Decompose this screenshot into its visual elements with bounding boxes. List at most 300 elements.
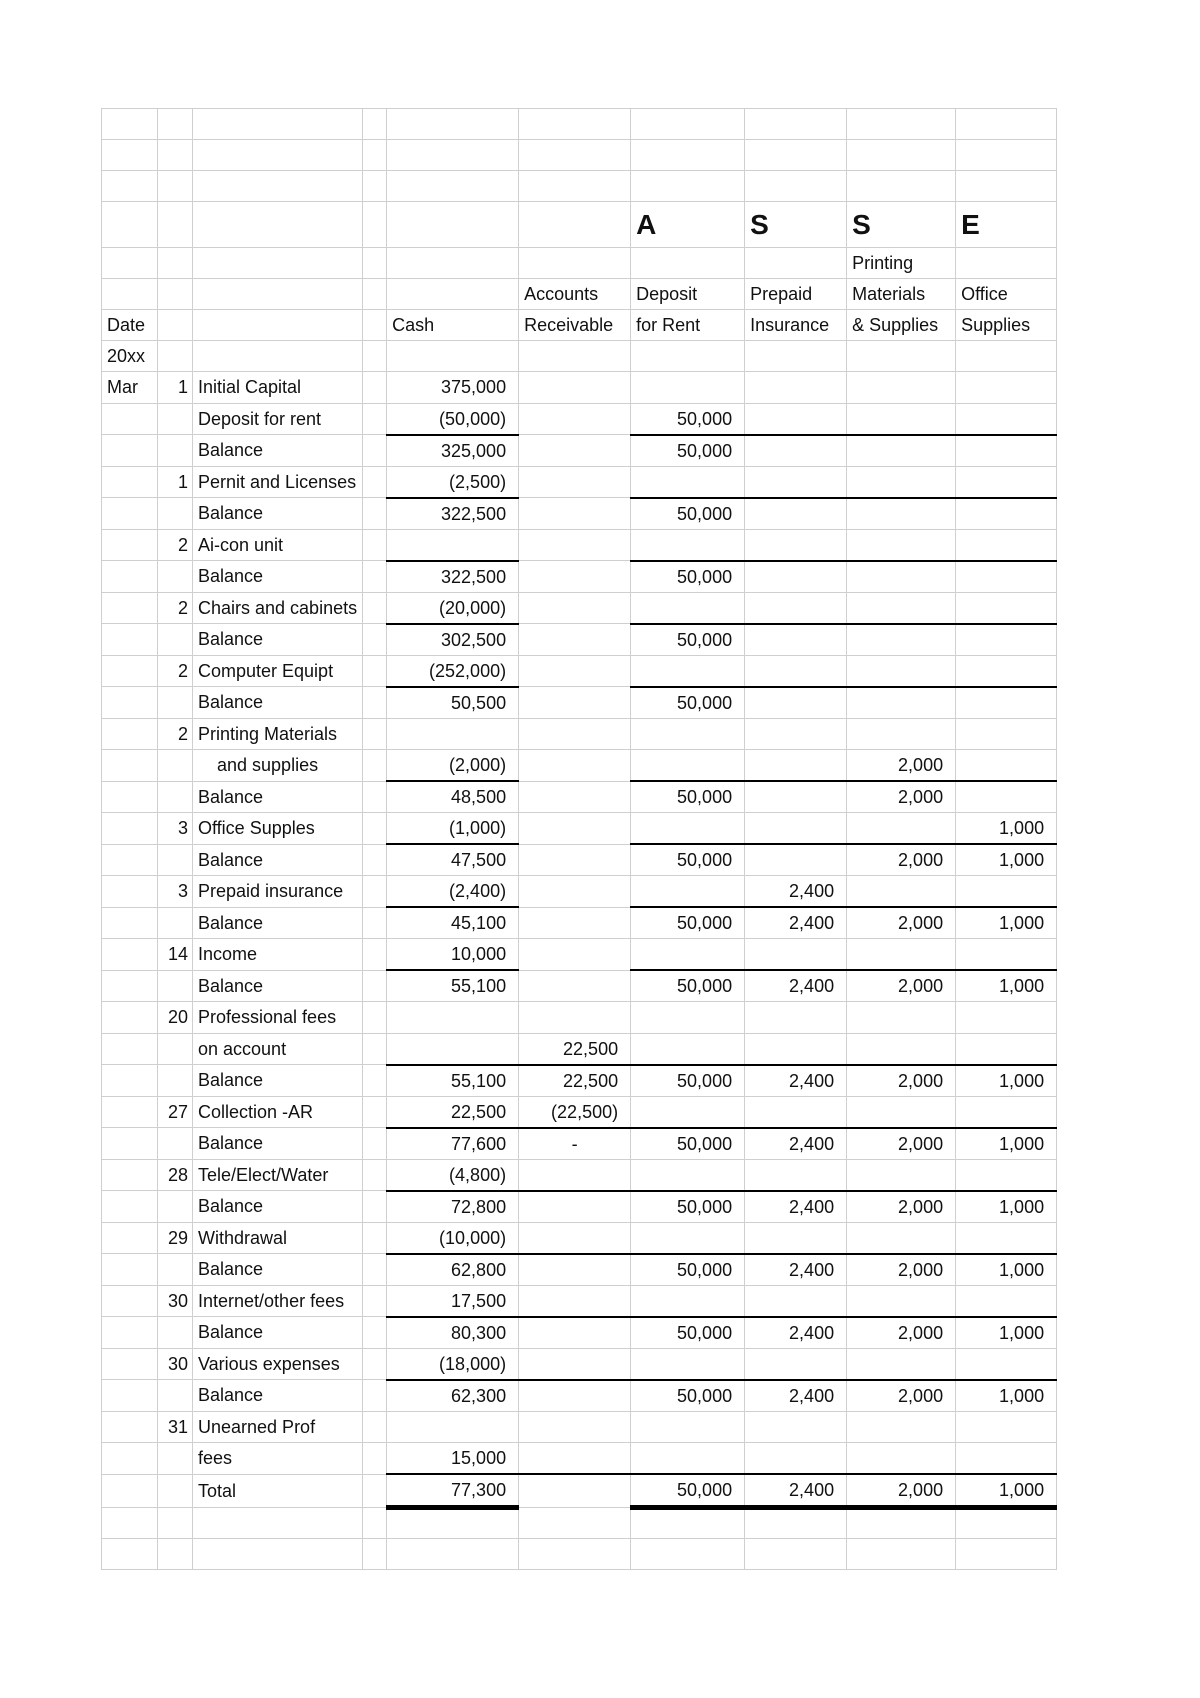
office-cell: 1,000 xyxy=(956,813,1057,845)
cash-cell: 55,100 xyxy=(387,970,519,1002)
transaction-row xyxy=(102,718,1057,750)
printing-cell xyxy=(847,718,956,750)
ar-cell xyxy=(519,750,631,782)
office-cell xyxy=(956,1348,1057,1380)
transaction-row xyxy=(102,939,1057,971)
month-cell xyxy=(102,939,158,971)
deposit-cell: 50,000 xyxy=(631,1254,745,1286)
deposit-cell xyxy=(631,1096,745,1128)
prepaid-cell xyxy=(745,750,847,782)
header-printing: Printing xyxy=(847,248,956,279)
prepaid-cell: 2,400 xyxy=(745,1191,847,1223)
ar-cell: 22,500 xyxy=(519,1065,631,1097)
header-for-rent: for Rent xyxy=(631,310,745,341)
office-cell: 1,000 xyxy=(956,1128,1057,1160)
balance-row xyxy=(102,970,1057,1002)
cash-cell: 302,500 xyxy=(387,624,519,656)
office-cell xyxy=(956,655,1057,687)
cash-cell: 77,600 xyxy=(387,1128,519,1160)
total-row xyxy=(102,1474,1057,1507)
prepaid-cell xyxy=(745,498,847,530)
ar-cell xyxy=(519,844,631,876)
ar-cell xyxy=(519,1317,631,1349)
transaction-row xyxy=(102,372,1057,404)
description-cell: Initial Capital xyxy=(193,372,363,404)
balance-row xyxy=(102,624,1057,656)
prepaid-cell xyxy=(745,687,847,719)
prepaid-cell xyxy=(745,1033,847,1065)
header-letter-s2: S xyxy=(847,202,956,248)
deposit-cell xyxy=(631,718,745,750)
ar-cell xyxy=(519,435,631,467)
empty-cell xyxy=(102,1538,158,1569)
balance-row xyxy=(102,1191,1057,1223)
cash-cell: (20,000) xyxy=(387,592,519,624)
day-cell: 2 xyxy=(158,718,193,750)
printing-cell xyxy=(847,1285,956,1317)
ar-cell xyxy=(519,1191,631,1223)
deposit-cell xyxy=(631,939,745,971)
transaction-row xyxy=(102,1002,1057,1034)
office-cell xyxy=(956,687,1057,719)
deposit-cell: 50,000 xyxy=(631,687,745,719)
prepaid-cell xyxy=(745,1159,847,1191)
day-cell: 28 xyxy=(158,1159,193,1191)
balance-row xyxy=(102,781,1057,813)
empty-cell xyxy=(158,1507,193,1538)
day-cell xyxy=(158,1317,193,1349)
spacer-cell xyxy=(363,939,387,971)
ar-cell: 22,500 xyxy=(519,1033,631,1065)
spacer-cell xyxy=(363,876,387,908)
office-cell: 1,000 xyxy=(956,1254,1057,1286)
cash-cell: 325,000 xyxy=(387,435,519,467)
ar-cell xyxy=(519,781,631,813)
empty-cell xyxy=(847,1538,956,1569)
spacer-cell xyxy=(363,372,387,404)
office-cell xyxy=(956,781,1057,813)
spacer-cell xyxy=(363,750,387,782)
month-cell xyxy=(102,624,158,656)
cash-cell: (50,000) xyxy=(387,403,519,435)
spacer-cell xyxy=(363,1474,387,1507)
office-cell xyxy=(956,718,1057,750)
month-cell xyxy=(102,844,158,876)
printing-cell xyxy=(847,435,956,467)
day-cell xyxy=(158,435,193,467)
description-cell: Office Supples xyxy=(193,813,363,845)
empty-cell xyxy=(519,1538,631,1569)
cash-cell: 22,500 xyxy=(387,1096,519,1128)
prepaid-cell xyxy=(745,1411,847,1443)
printing-cell xyxy=(847,592,956,624)
worksheet-table xyxy=(101,108,1057,1570)
transaction-row xyxy=(102,529,1057,561)
description-cell: Balance xyxy=(193,687,363,719)
day-cell: 2 xyxy=(158,529,193,561)
prepaid-cell: 2,400 xyxy=(745,876,847,908)
spacer-cell xyxy=(363,1285,387,1317)
cash-cell: (252,000) xyxy=(387,655,519,687)
deposit-cell xyxy=(631,750,745,782)
balance-row xyxy=(102,1317,1057,1349)
ar-cell xyxy=(519,1474,631,1507)
cash-cell: 55,100 xyxy=(387,1065,519,1097)
ar-cell xyxy=(519,372,631,404)
prepaid-cell xyxy=(745,939,847,971)
printing-cell: 2,000 xyxy=(847,1254,956,1286)
printing-cell xyxy=(847,655,956,687)
day-cell xyxy=(158,1033,193,1065)
office-cell xyxy=(956,1033,1057,1065)
spacer-cell xyxy=(363,529,387,561)
description-cell: Internet/other fees xyxy=(193,1285,363,1317)
description-cell: Deposit for rent xyxy=(193,403,363,435)
spacer-cell xyxy=(363,561,387,593)
prepaid-cell xyxy=(745,372,847,404)
deposit-cell xyxy=(631,876,745,908)
empty-cell xyxy=(847,1507,956,1538)
day-cell xyxy=(158,1065,193,1097)
day-cell: 3 xyxy=(158,876,193,908)
month-cell xyxy=(102,1254,158,1286)
description-cell: Balance xyxy=(193,561,363,593)
printing-cell: 2,000 xyxy=(847,970,956,1002)
spacer-cell xyxy=(363,466,387,498)
spacer-cell xyxy=(363,1443,387,1475)
deposit-cell xyxy=(631,1033,745,1065)
year-label: 20xx xyxy=(102,341,158,372)
spacer-cell xyxy=(363,1159,387,1191)
ar-cell xyxy=(519,1285,631,1317)
day-cell xyxy=(158,561,193,593)
prepaid-cell xyxy=(745,529,847,561)
cash-cell xyxy=(387,1033,519,1065)
cash-cell: (2,500) xyxy=(387,466,519,498)
office-cell xyxy=(956,1443,1057,1475)
ar-cell xyxy=(519,687,631,719)
printing-cell xyxy=(847,403,956,435)
deposit-cell xyxy=(631,1222,745,1254)
day-cell xyxy=(158,624,193,656)
month-cell xyxy=(102,1002,158,1034)
header-cash: Cash xyxy=(387,310,519,341)
transaction-row xyxy=(102,876,1057,908)
balance-row xyxy=(102,844,1057,876)
office-cell xyxy=(956,1002,1057,1034)
transaction-row xyxy=(102,1285,1057,1317)
day-cell xyxy=(158,1380,193,1412)
empty-cell xyxy=(158,1538,193,1569)
prepaid-cell: 2,400 xyxy=(745,1128,847,1160)
office-cell xyxy=(956,529,1057,561)
day-cell: 20 xyxy=(158,1002,193,1034)
month-cell xyxy=(102,718,158,750)
transaction-row xyxy=(102,1411,1057,1443)
spacer-cell xyxy=(363,1002,387,1034)
empty-row xyxy=(102,171,1057,202)
cash-cell: 62,300 xyxy=(387,1380,519,1412)
office-cell xyxy=(956,1159,1057,1191)
office-cell xyxy=(956,592,1057,624)
month-cell xyxy=(102,907,158,939)
spacer-cell xyxy=(363,1317,387,1349)
ar-cell xyxy=(519,592,631,624)
printing-cell: 2,000 xyxy=(847,1065,956,1097)
header-letter-e: E xyxy=(956,202,1057,248)
cash-cell: 72,800 xyxy=(387,1191,519,1223)
day-cell: 1 xyxy=(158,466,193,498)
balance-row xyxy=(102,1065,1057,1097)
day-cell: 3 xyxy=(158,813,193,845)
month-cell xyxy=(102,1065,158,1097)
month-cell xyxy=(102,529,158,561)
spacer-cell xyxy=(363,1096,387,1128)
balance-row xyxy=(102,687,1057,719)
empty-cell xyxy=(363,1507,387,1538)
month-cell xyxy=(102,1285,158,1317)
transaction-row xyxy=(102,1033,1057,1065)
ar-cell xyxy=(519,403,631,435)
month-cell xyxy=(102,1317,158,1349)
header-office: Office xyxy=(956,279,1057,310)
office-cell xyxy=(956,372,1057,404)
office-cell: 1,000 xyxy=(956,1380,1057,1412)
day-cell xyxy=(158,781,193,813)
cash-cell: 322,500 xyxy=(387,498,519,530)
day-cell xyxy=(158,1254,193,1286)
prepaid-cell xyxy=(745,1443,847,1475)
day-cell: 14 xyxy=(158,939,193,971)
month-cell xyxy=(102,1411,158,1443)
day-cell: 2 xyxy=(158,592,193,624)
prepaid-cell xyxy=(745,1002,847,1034)
deposit-cell: 50,000 xyxy=(631,1317,745,1349)
deposit-cell xyxy=(631,466,745,498)
header-prepaid: Prepaid xyxy=(745,279,847,310)
header-insurance: Insurance xyxy=(745,310,847,341)
deposit-cell xyxy=(631,1443,745,1475)
day-cell: 30 xyxy=(158,1285,193,1317)
office-cell xyxy=(956,939,1057,971)
office-cell: 1,000 xyxy=(956,844,1057,876)
ar-cell xyxy=(519,1443,631,1475)
cash-cell: 48,500 xyxy=(387,781,519,813)
prepaid-cell xyxy=(745,1096,847,1128)
balance-row xyxy=(102,498,1057,530)
spacer-cell xyxy=(363,1191,387,1223)
ar-cell: - xyxy=(519,1128,631,1160)
ar-cell: (22,500) xyxy=(519,1096,631,1128)
deposit-cell: 50,000 xyxy=(631,970,745,1002)
deposit-cell xyxy=(631,372,745,404)
ar-cell xyxy=(519,907,631,939)
printing-cell xyxy=(847,939,956,971)
day-cell xyxy=(158,1128,193,1160)
month-cell xyxy=(102,876,158,908)
cash-cell: 10,000 xyxy=(387,939,519,971)
description-cell: Balance xyxy=(193,844,363,876)
prepaid-cell xyxy=(745,781,847,813)
description-cell: Balance xyxy=(193,435,363,467)
spacer-cell xyxy=(363,687,387,719)
empty-cell xyxy=(387,1538,519,1569)
ar-cell xyxy=(519,529,631,561)
spacer-cell xyxy=(363,844,387,876)
prepaid-cell: 2,400 xyxy=(745,1317,847,1349)
spacer-cell xyxy=(363,1348,387,1380)
printing-cell: 2,000 xyxy=(847,1317,956,1349)
office-cell xyxy=(956,466,1057,498)
printing-cell: 2,000 xyxy=(847,781,956,813)
header-accounts: Accounts xyxy=(519,279,631,310)
empty-cell xyxy=(631,1507,745,1538)
cash-cell xyxy=(387,1411,519,1443)
printing-cell xyxy=(847,466,956,498)
deposit-cell: 50,000 xyxy=(631,1128,745,1160)
cash-cell: (2,400) xyxy=(387,876,519,908)
prepaid-cell: 2,400 xyxy=(745,1254,847,1286)
day-cell xyxy=(158,498,193,530)
empty-row xyxy=(102,109,1057,140)
deposit-cell xyxy=(631,1285,745,1317)
deposit-cell xyxy=(631,1002,745,1034)
spacer-cell xyxy=(363,1380,387,1412)
spacer-cell xyxy=(363,1411,387,1443)
header-row-3 xyxy=(102,310,1057,341)
spacer-cell xyxy=(363,1254,387,1286)
prepaid-cell: 2,400 xyxy=(745,1065,847,1097)
month-cell xyxy=(102,750,158,782)
ar-cell xyxy=(519,1348,631,1380)
month-cell xyxy=(102,1474,158,1507)
month-cell xyxy=(102,498,158,530)
ar-cell xyxy=(519,876,631,908)
empty-cell xyxy=(387,1507,519,1538)
printing-cell: 2,000 xyxy=(847,1380,956,1412)
cash-cell xyxy=(387,718,519,750)
empty-cell xyxy=(745,1538,847,1569)
description-cell: on account xyxy=(193,1033,363,1065)
printing-cell xyxy=(847,813,956,845)
description-cell: Balance xyxy=(193,498,363,530)
ar-cell xyxy=(519,498,631,530)
prepaid-cell xyxy=(745,435,847,467)
description-cell: Chairs and cabinets xyxy=(193,592,363,624)
description-cell: Tele/Elect/Water xyxy=(193,1159,363,1191)
office-cell: 1,000 xyxy=(956,1317,1057,1349)
printing-cell xyxy=(847,1159,956,1191)
office-cell xyxy=(956,1096,1057,1128)
printing-cell xyxy=(847,372,956,404)
transaction-row xyxy=(102,1348,1057,1380)
cash-cell: 47,500 xyxy=(387,844,519,876)
deposit-cell xyxy=(631,813,745,845)
deposit-cell xyxy=(631,529,745,561)
day-cell xyxy=(158,907,193,939)
deposit-cell: 50,000 xyxy=(631,498,745,530)
spacer-cell xyxy=(363,1033,387,1065)
year-row xyxy=(102,341,1057,372)
office-cell xyxy=(956,435,1057,467)
cash-cell: 45,100 xyxy=(387,907,519,939)
ar-cell xyxy=(519,1254,631,1286)
month-cell xyxy=(102,435,158,467)
printing-cell xyxy=(847,529,956,561)
prepaid-cell: 2,400 xyxy=(745,1380,847,1412)
spacer-cell xyxy=(363,403,387,435)
spacer-cell xyxy=(363,813,387,845)
office-cell xyxy=(956,1285,1057,1317)
description-cell: Various expenses xyxy=(193,1348,363,1380)
office-cell: 1,000 xyxy=(956,907,1057,939)
description-cell: Printing Materials xyxy=(193,718,363,750)
header-row-2 xyxy=(102,279,1057,310)
worksheet-body xyxy=(102,109,1057,1570)
description-cell: Balance xyxy=(193,781,363,813)
description-cell: Unearned Prof xyxy=(193,1411,363,1443)
printing-cell xyxy=(847,876,956,908)
deposit-cell: 50,000 xyxy=(631,907,745,939)
month-cell xyxy=(102,1096,158,1128)
transaction-row xyxy=(102,403,1057,435)
ar-cell xyxy=(519,561,631,593)
description-cell: Pernit and Licenses xyxy=(193,466,363,498)
deposit-cell: 50,000 xyxy=(631,624,745,656)
transaction-row xyxy=(102,655,1057,687)
empty-cell xyxy=(956,1507,1057,1538)
ar-cell xyxy=(519,1222,631,1254)
cash-cell: 77,300 xyxy=(387,1474,519,1507)
month-cell xyxy=(102,655,158,687)
day-cell xyxy=(158,750,193,782)
cash-cell: 50,500 xyxy=(387,687,519,719)
day-cell: 27 xyxy=(158,1096,193,1128)
transaction-row xyxy=(102,466,1057,498)
prepaid-cell xyxy=(745,844,847,876)
printing-cell xyxy=(847,1033,956,1065)
description-cell: Balance xyxy=(193,1380,363,1412)
transaction-row xyxy=(102,1443,1057,1475)
cash-cell: (18,000) xyxy=(387,1348,519,1380)
month-cell xyxy=(102,466,158,498)
cash-cell xyxy=(387,1002,519,1034)
empty-row xyxy=(102,140,1057,171)
transaction-row xyxy=(102,1096,1057,1128)
deposit-cell: 50,000 xyxy=(631,844,745,876)
spacer-cell xyxy=(363,592,387,624)
office-cell xyxy=(956,498,1057,530)
month-cell xyxy=(102,1033,158,1065)
month-cell xyxy=(102,561,158,593)
cash-cell xyxy=(387,529,519,561)
office-cell: 1,000 xyxy=(956,1065,1057,1097)
description-cell: Withdrawal xyxy=(193,1222,363,1254)
printing-cell xyxy=(847,687,956,719)
description-cell: Balance xyxy=(193,1191,363,1223)
description-cell: and supplies xyxy=(193,750,363,782)
spacer-cell xyxy=(363,907,387,939)
empty-cell xyxy=(102,1507,158,1538)
printing-cell: 2,000 xyxy=(847,750,956,782)
month-cell xyxy=(102,970,158,1002)
office-cell: 1,000 xyxy=(956,970,1057,1002)
balance-row xyxy=(102,1128,1057,1160)
spacer-cell xyxy=(363,655,387,687)
ar-cell xyxy=(519,939,631,971)
day-cell xyxy=(158,970,193,1002)
header-office-supplies: Supplies xyxy=(956,310,1057,341)
